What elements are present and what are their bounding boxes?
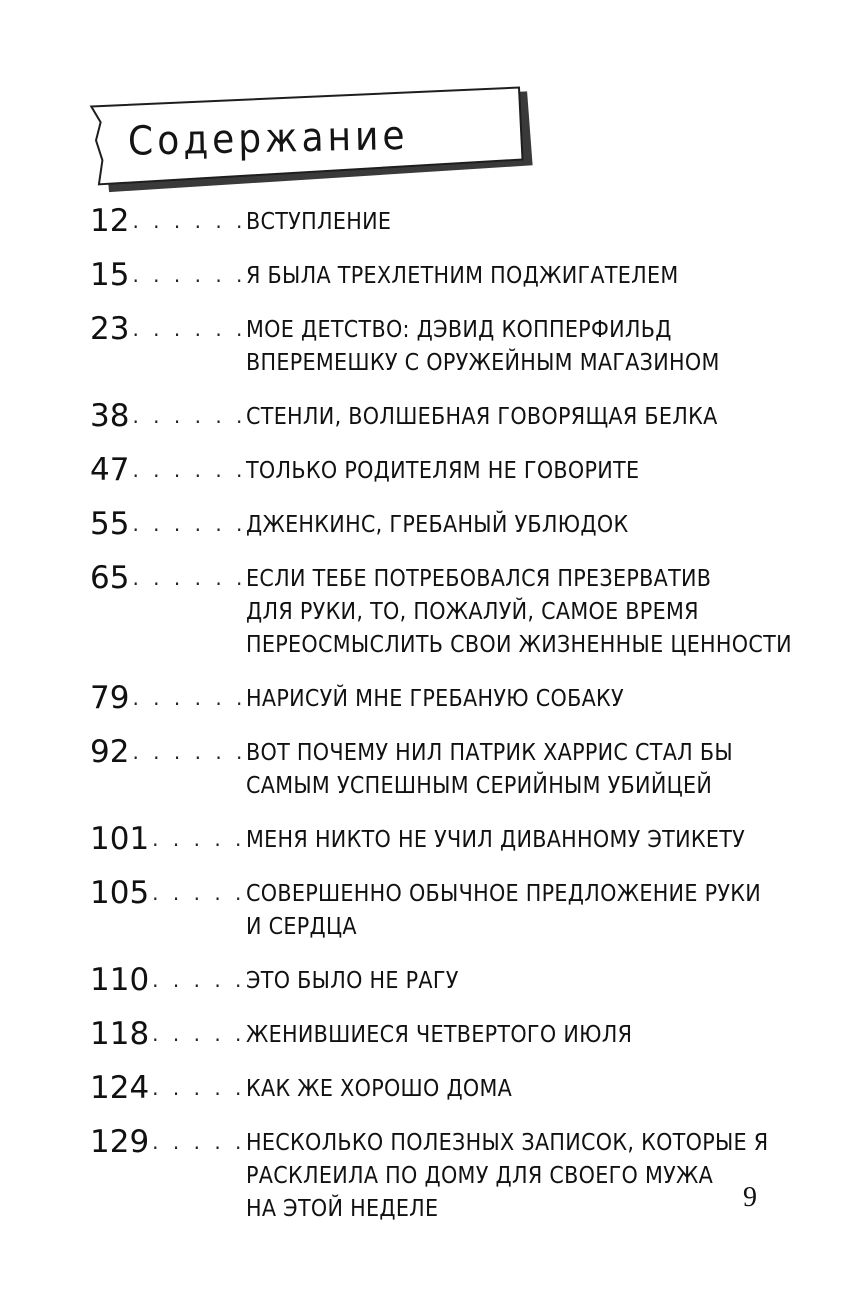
page-number: 9 — [743, 1182, 757, 1213]
dot-leader: . . . . . — [152, 968, 246, 992]
toc-page-number: 12 . . . . . . — [90, 203, 247, 239]
toc-chapter-title: ДЖЕНКИНС, ГРЕБАНЫЙ УБЛЮДОК — [246, 512, 629, 538]
toc-page-number: 65 . . . . . . — [90, 560, 247, 596]
toc-page-number: 47 . . . . . . — [90, 452, 247, 488]
toc-chapter-title: ТОЛЬКО РОДИТЕЛЯМ НЕ ГОВОРИТЕ — [246, 458, 640, 484]
toc-chapter-title: ЕСЛИ ТЕБЕ ПОТРЕБОВАЛСЯ ПРЕЗЕРВАТИВ ДЛЯ РУКИ, ТО, ПОЖАЛУЙ, САМОЕ ВРЕМЯ ПЕРЕОСМЫСЛИТЬ СВОИ ЖИЗНЕННЫЕ ЦЕННОСТИ — [246, 566, 792, 658]
toc-entry — [90, 311, 790, 380]
dot-leader: . . . . . . — [132, 740, 247, 764]
toc-entry — [90, 875, 790, 944]
dot-leader: . . . . . . — [132, 512, 247, 536]
dot-leader: . . . . . — [152, 1022, 246, 1046]
toc-page-number: 38 . . . . . . — [90, 398, 247, 434]
toc-page-number: 105 . . . . . — [90, 875, 246, 911]
dot-leader: . . . . . . — [132, 566, 247, 590]
toc-entry — [90, 506, 790, 542]
toc-page-number: 79 . . . . . . — [90, 680, 247, 716]
toc-chapter-title: МОЕ ДЕТСТВО: ДЭВИД КОППЕРФИЛЬД ВПЕРЕМЕШКУ С ОРУЖЕЙНЫМ МАГАЗИНОМ — [246, 317, 720, 376]
toc-chapter-title: СОВЕРШЕННО ОБЫЧНОЕ ПРЕДЛОЖЕНИЕ РУКИ И СЕРДЦА — [246, 881, 762, 940]
toc-chapter-title: КАК ЖЕ ХОРОШО ДОМА — [246, 1076, 513, 1102]
dot-leader: . . . . . . — [132, 209, 247, 233]
dot-leader: . . . . . — [152, 827, 246, 851]
dot-leader: . . . . . — [152, 1076, 246, 1100]
toc-page-number: 15 . . . . . . — [90, 257, 247, 293]
toc-entry — [90, 398, 790, 434]
toc-chapter-title: НАРИСУЙ МНЕ ГРЕБАНУЮ СОБАКУ — [246, 686, 624, 712]
toc-chapter-title: НЕСКОЛЬКО ПОЛЕЗНЫХ ЗАПИСОК, КОТОРЫЕ Я РАСКЛЕИЛА ПО ДОМУ ДЛЯ СВОЕГО МУЖА НА ЭТОЙ НЕДЕЛЕ — [246, 1130, 769, 1222]
table-of-contents — [90, 203, 792, 1247]
toc-entry — [90, 821, 790, 857]
dot-leader: . . . . . . — [132, 458, 247, 482]
title-label — [87, 91, 525, 184]
toc-chapter-title: СТЕНЛИ, ВОЛШЕБНАЯ ГОВОРЯЩАЯ БЕЛКА — [246, 404, 718, 430]
toc-entry — [90, 1016, 790, 1052]
toc-page-number: 55 . . . . . . — [90, 506, 247, 542]
dot-leader: . . . . . — [152, 1130, 246, 1154]
page-title: Содержание — [127, 112, 410, 165]
toc-page-number: 124 . . . . . — [90, 1070, 246, 1106]
toc-page-number: 92 . . . . . . — [90, 734, 247, 770]
dot-leader: . . . . . . — [132, 263, 247, 287]
toc-chapter-title: ВОТ ПОЧЕМУ НИЛ ПАТРИК ХАРРИС СТАЛ БЫ САМЫМ УСПЕШНЫМ СЕРИЙНЫМ УБИЙЦЕЙ — [246, 740, 733, 799]
dot-leader: . . . . . . — [132, 404, 247, 428]
dot-leader: . . . . . . — [132, 317, 247, 341]
toc-entry — [90, 734, 790, 803]
toc-page-number: 129 . . . . . — [90, 1124, 246, 1160]
toc-page-number: 23 . . . . . . — [90, 311, 247, 347]
toc-entry — [90, 680, 790, 716]
toc-page-number: 118 . . . . . — [90, 1016, 246, 1052]
toc-entry — [90, 560, 792, 662]
toc-chapter-title: Я БЫЛА ТРЕХЛЕТНИМ ПОДЖИГАТЕЛЕМ — [246, 263, 679, 289]
toc-chapter-title: ЭТО БЫЛО НЕ РАГУ — [246, 968, 459, 994]
toc-entry — [90, 1124, 790, 1226]
toc-entry — [90, 452, 790, 488]
toc-entry — [90, 257, 790, 293]
toc-page-number: 110 . . . . . — [90, 962, 246, 998]
toc-chapter-title: МЕНЯ НИКТО НЕ УЧИЛ ДИВАННОМУ ЭТИКЕТУ — [246, 827, 746, 853]
toc-entry — [90, 962, 790, 998]
toc-chapter-title: ЖЕНИВШИЕСЯ ЧЕТВЕРТОГО ИЮЛЯ — [246, 1022, 633, 1048]
toc-page-number: 101 . . . . . — [90, 821, 246, 857]
toc-entry — [90, 203, 790, 239]
toc-entry — [90, 1070, 790, 1106]
dot-leader: . . . . . — [152, 881, 246, 905]
dot-leader: . . . . . . — [132, 686, 247, 710]
toc-chapter-title: ВСТУПЛЕНИЕ — [246, 209, 392, 235]
